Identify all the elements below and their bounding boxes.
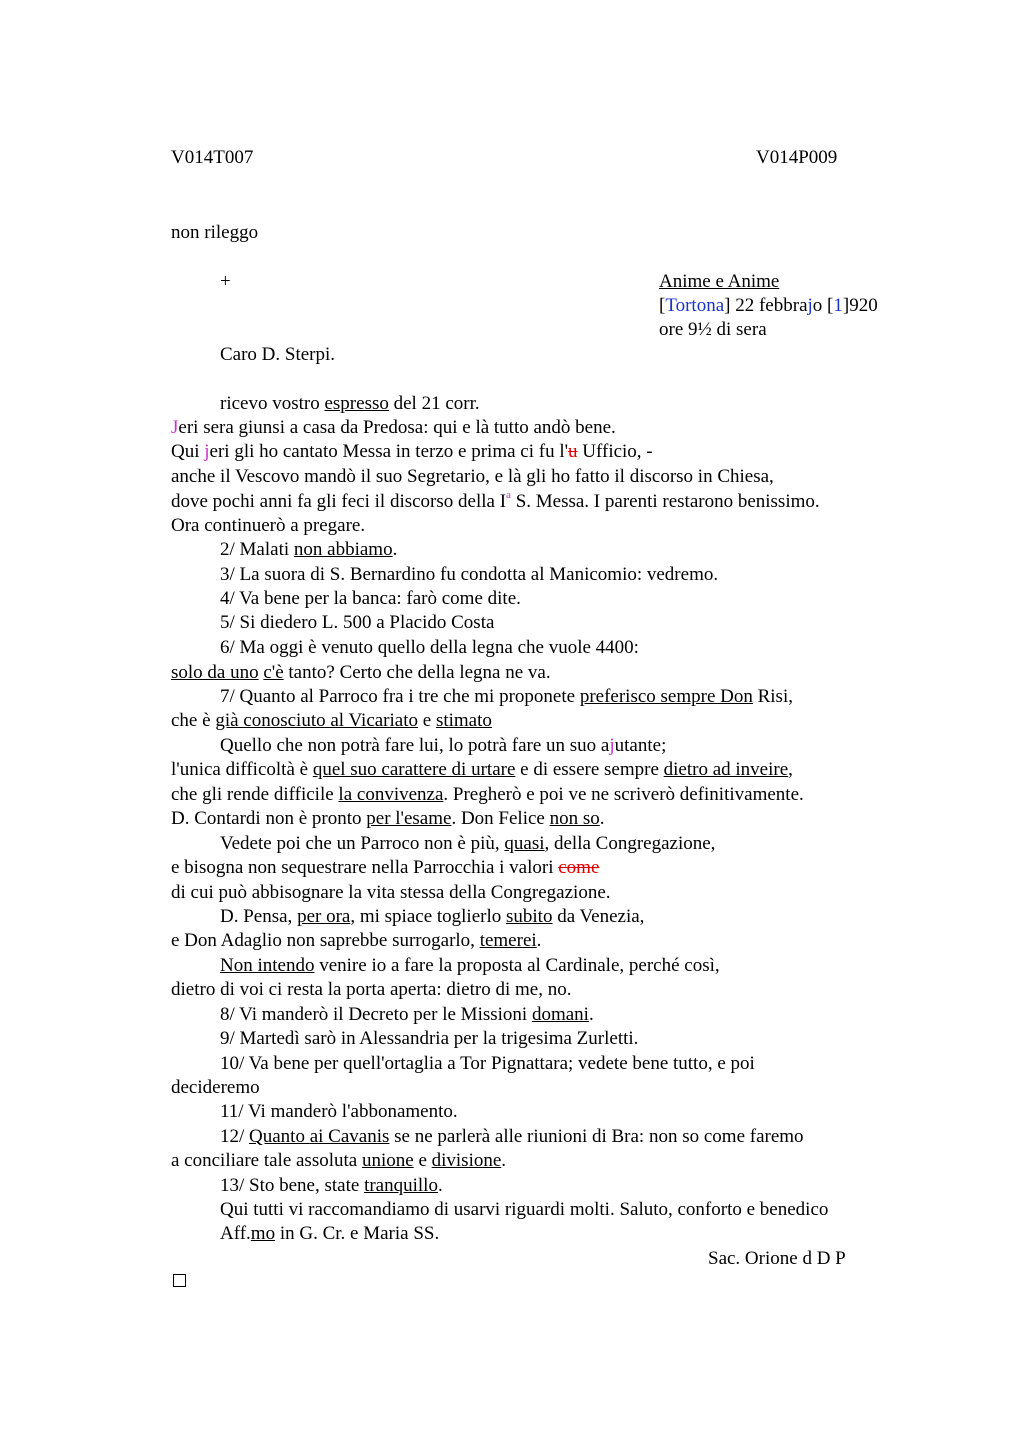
cross-symbol: + <box>220 271 231 292</box>
body-line: Non intendo venire io a fare la proposta al Cardinale, perché così, <box>220 955 720 976</box>
closing-line: Aff.mo in G. Cr. e Maria SS. <box>220 1223 440 1244</box>
body-line: di cui può abbisognare la vita stessa della Congregazione. <box>171 882 611 903</box>
header-left-code: V014T007 <box>171 147 254 168</box>
body-line: decideremo <box>171 1077 260 1098</box>
signature: Sac. Orione d D P <box>708 1248 846 1269</box>
body-line: 6/ Ma oggi è venuto quello della legna che vuole 4400: <box>220 637 639 658</box>
body-line: 13/ Sto bene, state tranquillo. <box>220 1175 443 1196</box>
body-line: 8/ Vi manderò il Decreto per le Missioni domani. <box>220 1004 594 1025</box>
body-line: e Don Adaglio non saprebbe surrogarlo, temerei. <box>171 930 542 951</box>
body-line: solo da uno c'è tanto? Certo che della legna ne va. <box>171 662 551 683</box>
body-line: 4/ Va bene per la banca: farò come dite. <box>220 588 521 609</box>
body-line: 10/ Va bene per quell'ortaglia a Tor Pignattara; vedete bene tutto, e poi <box>220 1053 755 1074</box>
dateline-title: Anime e Anime <box>659 271 780 292</box>
body-line: D. Contardi non è pronto per l'esame. Don Felice non so. <box>171 808 605 829</box>
body-line: a conciliare tale assoluta unione e divisione. <box>171 1150 507 1171</box>
body-line: che gli rende difficile la convivenza. Pregherò e poi ve ne scriverò definitivamente. <box>171 784 804 805</box>
salutation: Caro D. Sterpi. <box>220 344 336 365</box>
body-line: Qui jeri gli ho cantato Messa in terzo e prima ci fu l'u Ufficio, - <box>171 441 653 462</box>
body-line: anche il Vescovo mandò il suo Segretario, e là gli ho fatto il discorso in Chiesa, <box>171 466 774 487</box>
body-line: 5/ Si diedero L. 500 a Placido Costa <box>220 612 495 633</box>
note-text: non rileggo <box>171 222 259 243</box>
body-line: D. Pensa, per ora, mi spiace toglierlo subito da Venezia, <box>220 906 645 927</box>
body-line: Ora continuerò a pregare. <box>171 515 366 536</box>
body-line: 11/ Vi manderò l'abbonamento. <box>220 1101 458 1122</box>
body-line: 9/ Martedì sarò in Alessandria per la trigesima Zurletti. <box>220 1028 639 1049</box>
body-line: e bisogna non sequestrare nella Parrocchia i valori come <box>171 857 600 878</box>
body-line: dove pochi anni fa gli feci il discorso della $I^a$ S. Messa. I parenti restarono benissimo. <box>171 488 820 512</box>
body-line: Quello che non potrà fare lui, lo potrà fare un suo ajutante; <box>220 735 667 756</box>
body-line: dietro di voi ci resta la porta aperta: dietro di me, no. <box>171 979 572 1000</box>
body-line: 3/ La suora di S. Bernardino fu condotta al Manicomio: vedremo. <box>220 564 719 585</box>
dateline-date: [Tortona] 22 febbrajo [1]920 <box>659 295 878 316</box>
body-line: ricevo vostro espresso del 21 corr. <box>220 393 480 414</box>
header-right-code: V014P009 <box>756 147 838 168</box>
body-line: 2/ Malati non abbiamo. <box>220 539 398 560</box>
body-line: Jeri sera giunsi a casa da Predosa: qui e là tutto andò bene. <box>171 417 616 438</box>
body-line: Qui tutti vi raccomandiamo di usarvi riguardi molti. Saluto, conforto e benedico <box>220 1199 829 1220</box>
dateline-time: ore 9½ di sera <box>659 319 767 340</box>
body-line: che è già conosciuto al Vicariato e stimato <box>171 710 492 731</box>
body-line: 12/ Quanto ai Cavanis se ne parlerà alle riunioni di Bra: non so come faremo <box>220 1126 804 1147</box>
body-line: l'unica difficoltà è quel suo carattere di urtare e di essere sempre dietro ad inveire, <box>171 759 793 780</box>
body-line: Vedete poi che un Parroco non è più, quasi, della Congregazione, <box>220 833 716 854</box>
empty-square-icon <box>173 1274 186 1287</box>
body-line: 7/ Quanto al Parroco fra i tre che mi proponete preferisco sempre Don Risi, <box>220 686 793 707</box>
